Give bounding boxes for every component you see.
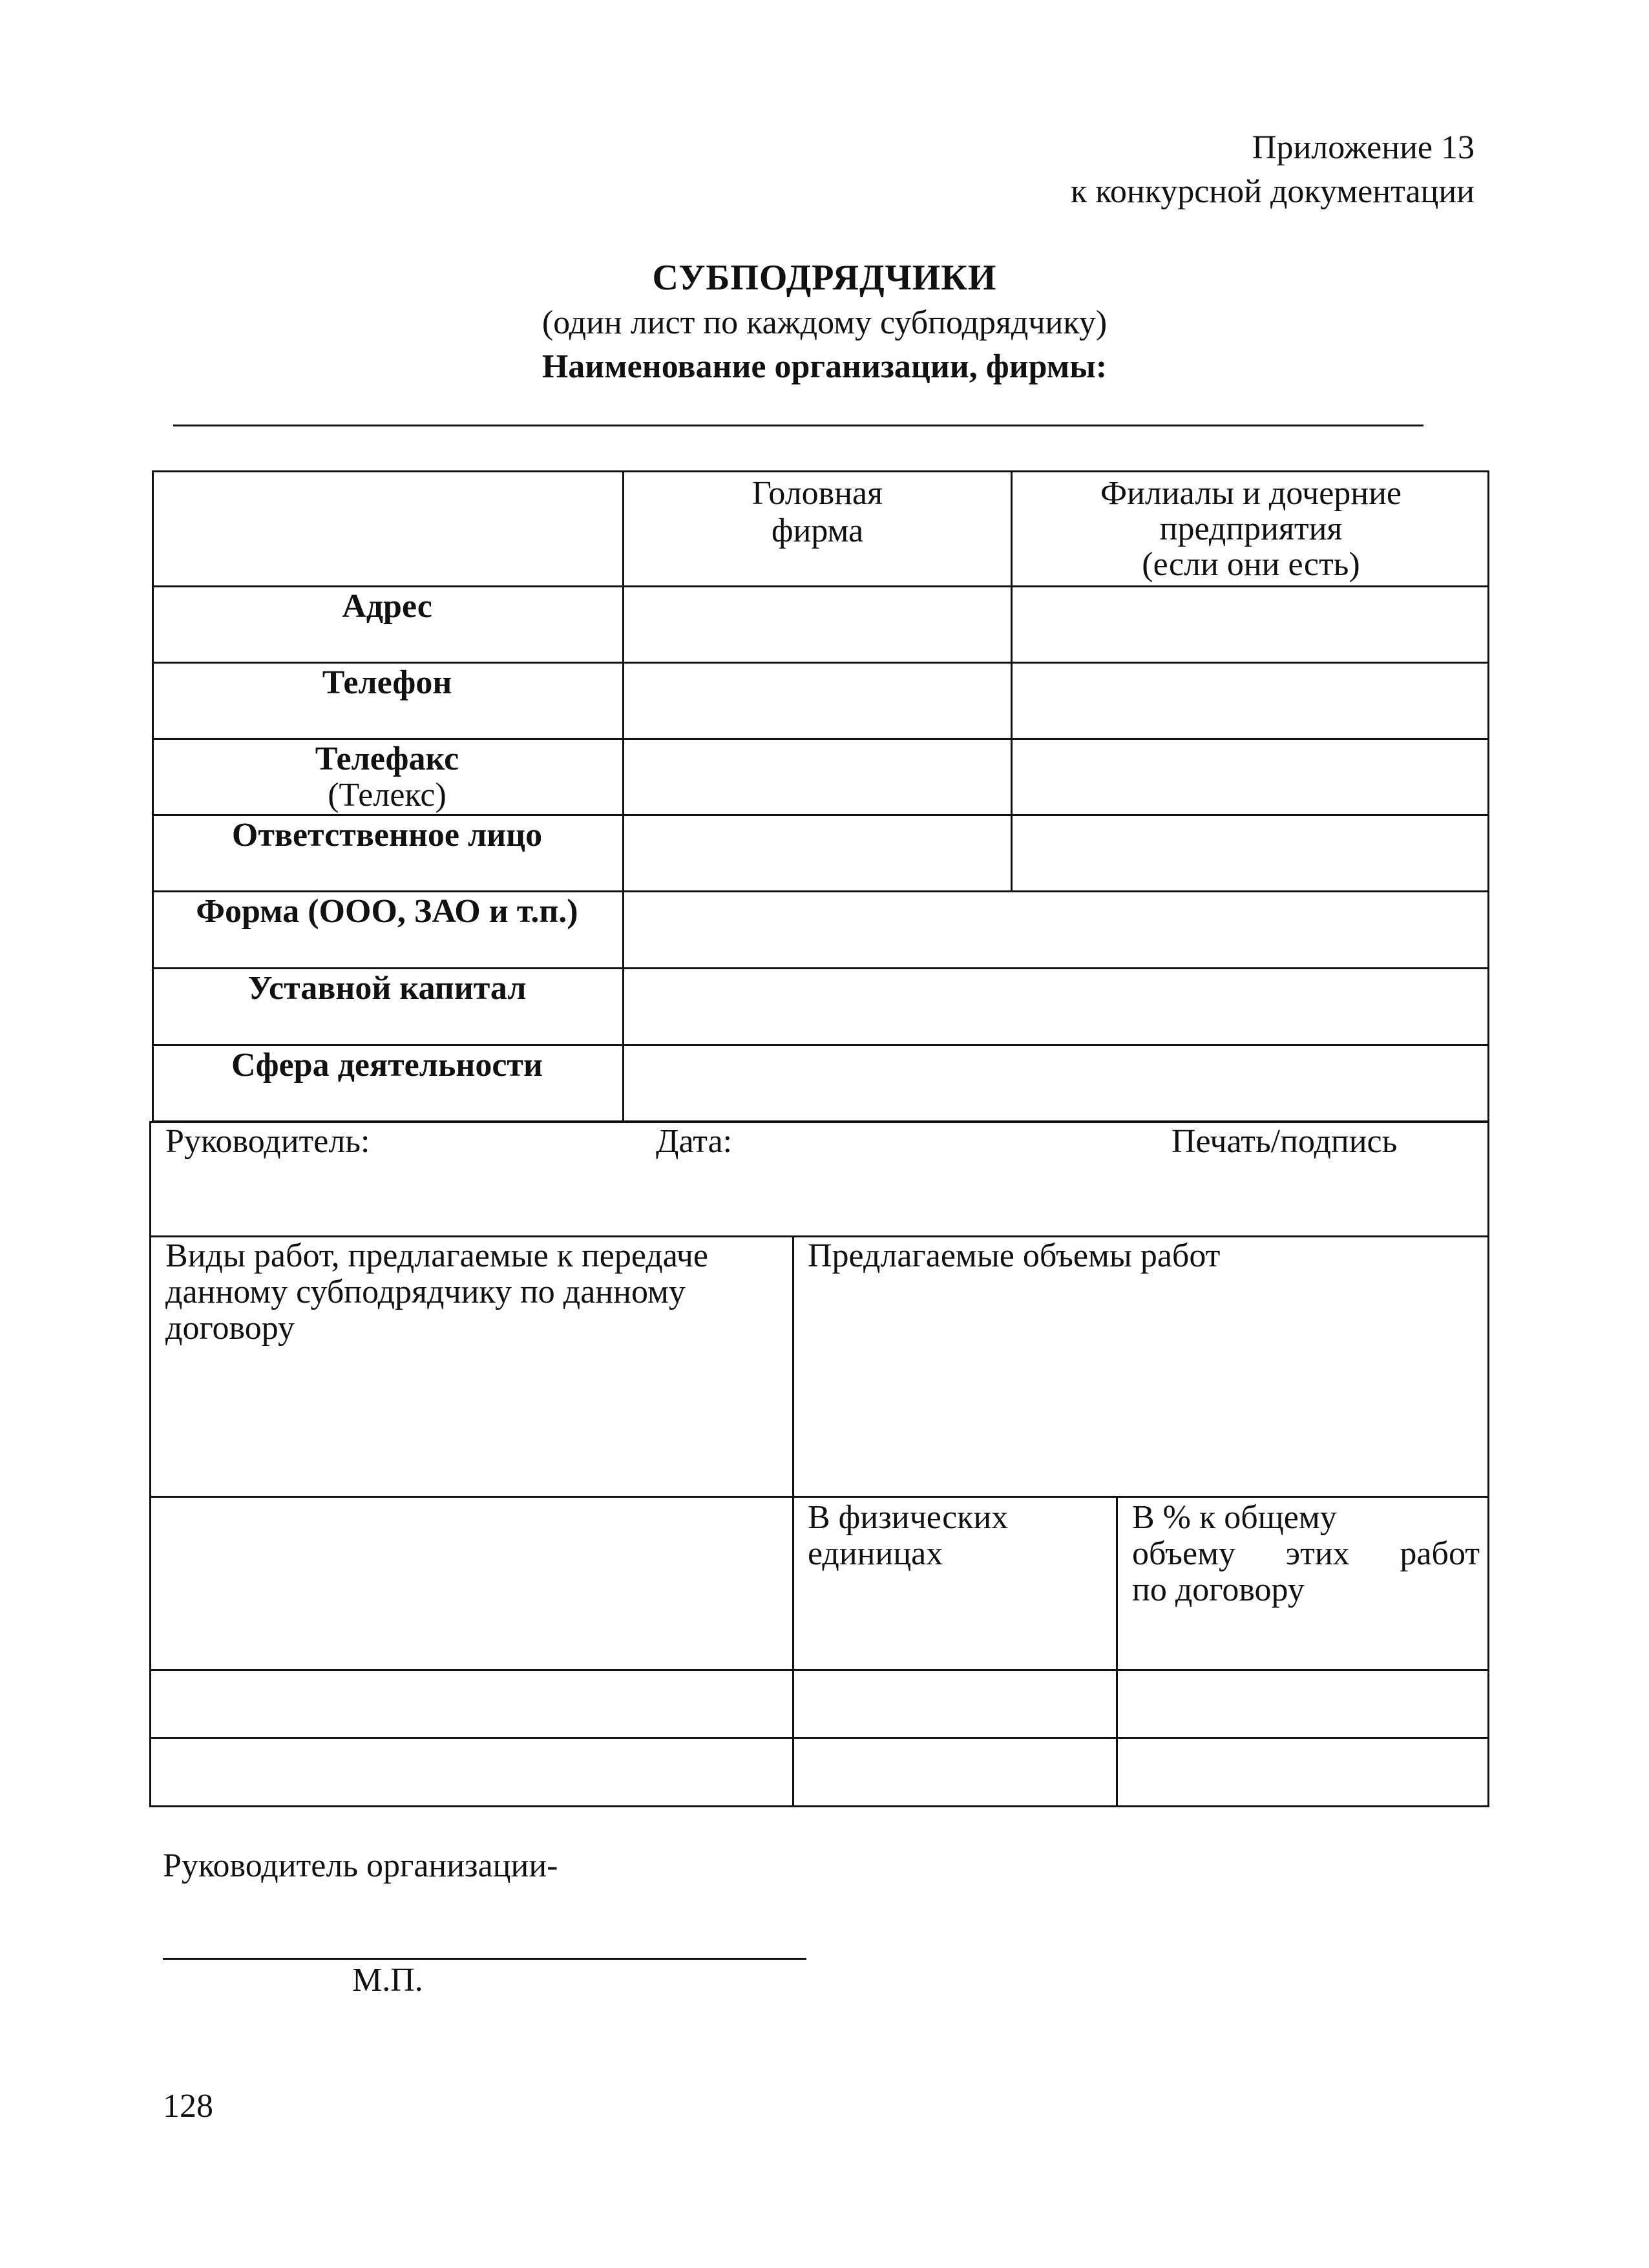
signature-stamp-label: Печать/подпись <box>1171 1123 1398 1160</box>
table1-column-divider <box>622 470 624 1122</box>
org-name-label: Наименование организации, фирмы: <box>541 348 1108 385</box>
appendix-line-1: Приложение 13 <box>1252 129 1475 166</box>
table2-column-divider <box>792 1235 794 1807</box>
table1-divider <box>152 585 1489 587</box>
org-name-line <box>173 425 1423 426</box>
table2-divider <box>149 1669 1489 1671</box>
row-label-phone: Телефон <box>322 664 452 701</box>
header-branches-line2: предприятия <box>1159 510 1343 547</box>
org-head-label: Руководитель организации- <box>163 1847 558 1884</box>
table1-divider <box>152 890 1489 892</box>
header-branches-line3: (если они есть) <box>1142 546 1360 583</box>
table2-divider <box>149 1737 1489 1739</box>
document-subtitle: (один лист по каждому субподрядчику) <box>541 304 1108 341</box>
row-label-capital: Уставной капитал <box>247 970 527 1007</box>
row-label-sphere: Сфера деятельности <box>231 1047 543 1084</box>
percent-line3: по договору <box>1132 1571 1305 1608</box>
work-types-line1: Виды работ, предлагаемые к передаче <box>165 1237 708 1274</box>
table1-divider <box>152 814 1489 816</box>
work-types-line3: договору <box>165 1310 295 1347</box>
row-label-form: Форма (ООО, ЗАО и т.п.) <box>196 893 578 930</box>
signature-head-label: Руководитель: <box>165 1123 370 1160</box>
table2-column-divider <box>1116 1498 1118 1807</box>
table1-divider <box>152 967 1489 969</box>
document-title: СУБПОДРЯДЧИКИ <box>652 258 997 298</box>
signature-date-label: Дата: <box>656 1123 733 1160</box>
physical-units-line1: В физических <box>808 1499 1009 1536</box>
table1-divider <box>152 1044 1489 1046</box>
row-label-address: Адрес <box>342 588 432 625</box>
header-head-firm-line2: фирма <box>771 512 864 549</box>
header-branches-line1: Филиалы и дочерние <box>1100 475 1402 512</box>
percent-line2: объему этих работ <box>1132 1535 1480 1572</box>
work-types-line2: данному субподрядчику по данному <box>165 1274 686 1310</box>
stamp-place-label: М.П. <box>352 1962 423 1999</box>
appendix-line-2: к конкурсной документации <box>1070 173 1475 210</box>
table2-divider <box>149 1496 1489 1498</box>
percent-line1: В % к общему <box>1132 1499 1337 1536</box>
table1-divider <box>152 662 1489 664</box>
row-label-fax: Телефакс <box>315 740 459 777</box>
row-label-telex: (Телекс) <box>328 777 446 814</box>
physical-units-line2: единицах <box>808 1535 943 1572</box>
page-number: 128 <box>163 2088 213 2125</box>
volumes-label: Предлагаемые объемы работ <box>808 1237 1221 1274</box>
row-label-responsible: Ответственное лицо <box>231 817 543 854</box>
header-head-firm-line1: Головная <box>751 475 883 512</box>
table1-divider <box>152 738 1489 740</box>
signature-line <box>163 1958 806 1960</box>
